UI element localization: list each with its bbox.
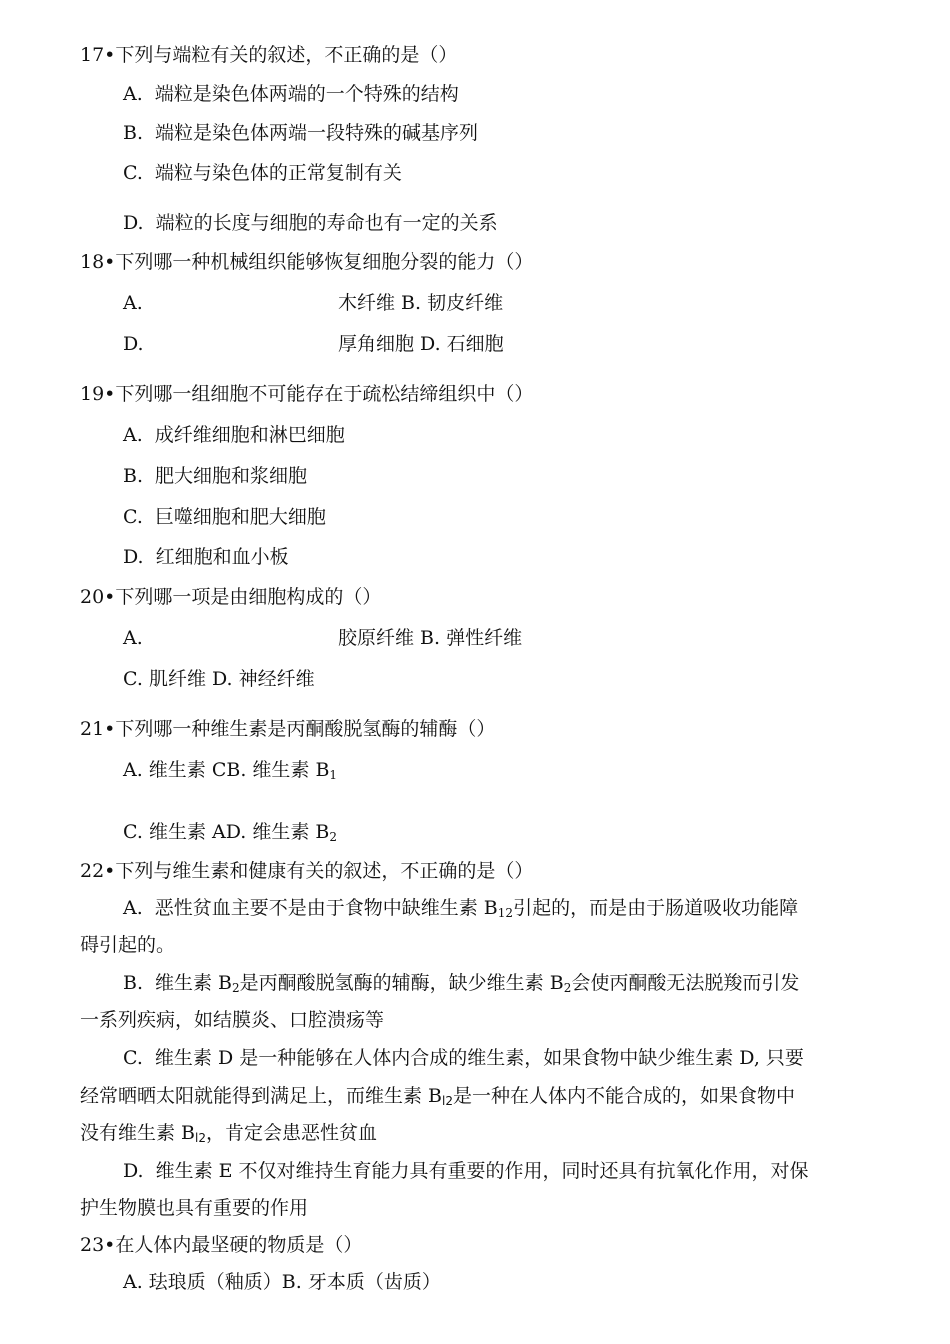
q21-options-row1: A. 维生素 CB. 维生素 $B_1$	[123, 759, 338, 782]
q19-option-d: D. 红细胞和血小板	[123, 546, 289, 568]
q20-options-row1: A. 胶原纤维 B. 弹性纤维	[123, 627, 523, 649]
q23-options-row1: A. 珐琅质（釉质）B. 牙本质（齿质）	[123, 1271, 441, 1293]
q22-option-a: A. 恶性贫血主要不是由于食物中缺维生素 $B_{12}$引起的，而是由于肠道吸收功能障	[123, 897, 799, 920]
q17-option-a: A. 端粒是染色体两端的一个特殊的结构	[123, 83, 459, 105]
q17-option-d: D. 端粒的长度与细胞的寿命也有一定的关系	[123, 212, 498, 234]
q22-option-c: C. 维生素 D 是一种能够在人体内合成的维生素，如果食物中缺少维生素 D, 只要	[123, 1047, 804, 1069]
question-19-stem: 19•下列哪一组细胞不可能存在于疏松结缔组织中（）	[80, 383, 534, 405]
question-20-stem: 20•下列哪一项是由细胞构成的（）	[80, 586, 382, 608]
q22-option-b: B. 维生素 $B_2$是丙酮酸脱氢酶的辅酶，缺少维生素 $B_2$会使丙酮酸无法脱羧而引发	[123, 972, 800, 995]
q21-options-row2: C. 维生素 AD. 维生素 $B_2$	[123, 821, 337, 844]
q19-option-a: A. 成纤维细胞和淋巴细胞	[123, 424, 345, 446]
q22-option-d-continued: 护生物膜也具有重要的作用	[80, 1197, 309, 1219]
q20-options-row2: C. 肌纤维 D. 神经纤维	[123, 668, 315, 690]
q17-option-c: C. 端粒与染色体的正常复制有关	[123, 162, 402, 184]
question-22-stem: 22•下列与维生素和健康有关的叙述，不正确的是（）	[80, 860, 534, 882]
q19-option-c: C. 巨噬细胞和肥大细胞	[123, 506, 326, 528]
question-18-stem: 18•下列哪一种机械组织能够恢复细胞分裂的能力（）	[80, 251, 534, 273]
q22-option-a-continued: 碍引起的。	[80, 934, 176, 956]
q22-option-c-line3: 没有维生素 $B_{l2}$，肯定会患恶性贫血	[80, 1122, 377, 1145]
question-21-stem: 21•下列哪一种维生素是丙酮酸脱氢酶的辅酶（）	[80, 718, 496, 740]
q18-options-row1: A. 木纤维 B. 韧皮纤维	[123, 292, 504, 314]
q17-option-b: B. 端粒是染色体两端一段特殊的碱基序列	[123, 122, 479, 144]
q19-option-b: B. 肥大细胞和浆细胞	[123, 465, 308, 487]
q18-options-row2: D. 厚角细胞 D. 石细胞	[123, 333, 504, 355]
question-17-stem: 17•下列与端粒有关的叙述，不正确的是（）	[80, 44, 458, 66]
q22-option-d: D. 维生素 E 不仅对维持生育能力具有重要的作用，同时还具有抗氧化作用，对保	[123, 1160, 809, 1182]
question-23-stem: 23•在人体内最坚硬的物质是（）	[80, 1234, 363, 1256]
q22-option-c-line2: 经常晒晒太阳就能得到满足上，而维生素 $B_{l2}$是一种在人体内不能合成的，如果食物中	[80, 1085, 795, 1108]
q22-option-b-continued: 一系列疾病，如结膜炎、口腔溃疡等	[80, 1009, 385, 1031]
